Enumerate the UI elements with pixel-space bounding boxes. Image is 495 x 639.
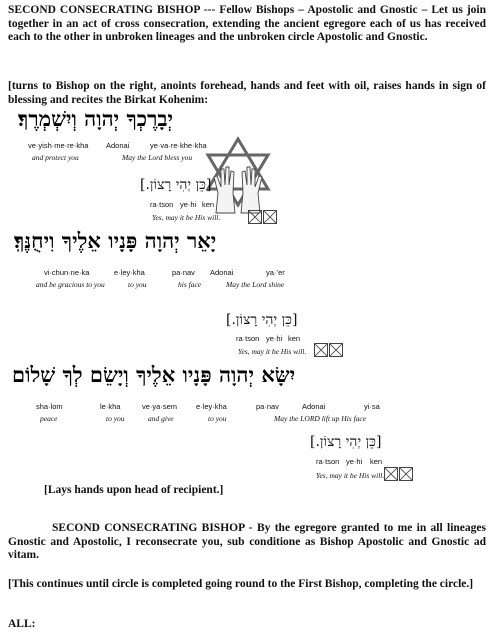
- lays-hands-note: [Lays hands upon head of recipient.]: [44, 484, 224, 496]
- translit-word: Adonai: [210, 268, 234, 277]
- response2-gloss: Yes, may it be His will.: [238, 347, 307, 356]
- translit-word: Adonai: [302, 402, 326, 411]
- response2-hebrew: [כֵּן יְהִי רָצוֹן.]: [226, 312, 298, 328]
- checkbox-x-icon: [314, 343, 328, 357]
- translit-word: ra·tson: [150, 200, 174, 209]
- translit-word: e·ley·kha: [114, 268, 145, 277]
- gloss-phrase: and be gracious to you: [36, 280, 105, 289]
- translit-word: ra·tson: [316, 457, 340, 466]
- all-label: ALL:: [8, 618, 36, 630]
- checkbox-x-icon: [263, 210, 277, 224]
- verse2-gloss: [36, 280, 284, 289]
- translit-word: ye·hi: [180, 200, 197, 209]
- intro-paragraph: SECOND CONSECRATING BISHOP --- Fellow Bishops – Apostolic and Gnostic – Let us join together in an act of cross consecration, extending the ancient egregore each of us has received each to the other in unbroken lineages and the unbroken circle Apostolic and Gnostic.: [8, 4, 486, 43]
- verse2-hebrew: יָאֵר יְהוָה פָּנָיו אֵלֶיךָ וִיחֻנֶּךָֽ׃: [14, 228, 217, 253]
- response2-translit: [236, 334, 300, 343]
- translit-word: ve·ya·sem: [142, 402, 178, 411]
- gloss-phrase: May the Lord shine: [226, 280, 285, 289]
- translit-word: ya·’er: [266, 268, 285, 277]
- translit-word: Adonai: [106, 141, 130, 150]
- response1-translit: [150, 200, 214, 209]
- continues-paragraph: [This continues until circle is completed going round to the First Bishop, completing the circle.]: [8, 578, 474, 590]
- response3-translit: [316, 457, 382, 466]
- gloss-phrase: to you: [106, 414, 125, 423]
- gloss-phrase: May the LORD lift up His face: [274, 414, 367, 423]
- gloss-phrase: to you: [128, 280, 147, 289]
- checkbox-x-icon: [384, 467, 398, 481]
- translit-word: ra·tson: [236, 334, 260, 343]
- response1-hebrew: [כֵּן יְהִי רָצוֹן.]: [140, 177, 212, 193]
- translit-word: vi·chun·ne·ka: [44, 268, 90, 277]
- translit-word: ye·hi: [346, 457, 363, 466]
- translit-word: ken: [370, 457, 383, 466]
- translit-word: le·kha: [100, 402, 121, 411]
- verse3-gloss: [40, 414, 366, 423]
- verse3-hebrew: יִשָּׂא יְהוָה פָּנָיו אֵלֶיךָ וְיָשֵׂם לְךָ שָׁלוֹם: [12, 362, 296, 387]
- translit-word: ken: [288, 334, 301, 343]
- response1-gloss: Yes, may it be His will.: [152, 213, 221, 222]
- translit-word: ye·va·re·khe·kha: [150, 141, 207, 150]
- gloss-phrase: and protect you: [32, 153, 79, 162]
- checkbox-x-icon: [329, 343, 343, 357]
- translit-word: yi·sa: [364, 402, 380, 411]
- checkbox-x-icon: [399, 467, 413, 481]
- translit-word: e·ley·kha: [196, 402, 227, 411]
- verse1-gloss: [32, 153, 192, 162]
- instruction-paragraph: [turns to Bishop on the right, anoints forehead, hands and feet with oil, raises hands in sign of blessing and recites the Birkat Kohenim:: [8, 80, 486, 106]
- gloss-phrase: his face: [178, 280, 202, 289]
- gloss-phrase: and give: [148, 414, 174, 423]
- second-paragraph: SECOND CONSECRATING BISHOP - By the egregore granted to me in all lineages Gnostic and Apostolic, I reconsecrate you, sub conditione as Bishop Apostolic and Gnostic ad vitam.: [8, 522, 486, 561]
- verse3-translit: [36, 402, 380, 411]
- checkbox-x-icon: [248, 210, 262, 224]
- response3-gloss: Yes, may it be His will.: [316, 471, 385, 480]
- verse2-translit: [44, 268, 285, 277]
- verse1-translit: [28, 141, 207, 150]
- verse1-hebrew: יְבָרֶכְךָ יְהוָה וְיִשְׁמְרֶךָ׃: [18, 106, 174, 131]
- translit-word: pa·nav: [172, 268, 195, 277]
- translit-word: ve·yish·me·re·kha: [28, 141, 89, 150]
- translit-word: sha·lom: [36, 402, 63, 411]
- translit-word: pa·nav: [256, 402, 279, 411]
- translit-word: ye·hi: [266, 334, 283, 343]
- gloss-phrase: to you: [208, 414, 227, 423]
- gloss-phrase: May the Lord bless you: [122, 153, 193, 162]
- gloss-phrase: peace: [40, 414, 58, 423]
- response3-hebrew: [כֵּן יְהִי רָצוֹן.]: [310, 434, 382, 450]
- translit-word: ken: [202, 200, 215, 209]
